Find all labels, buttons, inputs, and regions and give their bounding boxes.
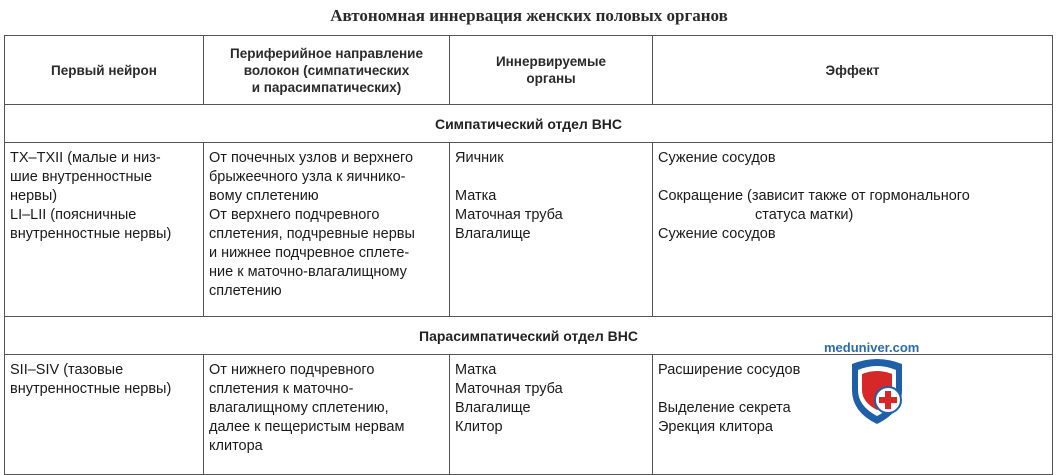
cell-first-neuron	[5, 355, 204, 475]
watermark-text: meduniver.com	[824, 340, 920, 355]
header-organs-line: Иннервируемые	[495, 54, 607, 69]
header-organs-line: органы	[526, 71, 576, 86]
header-first-neuron: Первый нейрон	[5, 36, 204, 105]
header-effect: Эффект	[653, 36, 1053, 105]
cell-line: внутренностные нервы)	[10, 381, 172, 397]
cell-line: сплетения к маточно-	[209, 381, 354, 397]
cell-line: сплетения, подчревные нервы	[209, 226, 415, 242]
cell-line: далее к пещеристым нервам	[209, 419, 405, 435]
header-fiber-direction	[204, 36, 450, 105]
cell-line: TX–TXII (малые и низ-	[10, 150, 161, 166]
cell-line: SII–SIV (тазовые	[10, 362, 124, 378]
cell-line: Сокращение (зависит также от гормонального	[658, 188, 970, 204]
cell-line: влагалищному сплетению,	[209, 400, 389, 416]
cell-line: Влагалище	[455, 226, 531, 242]
section-label-sympathetic: Симпатический отдел ВНС	[5, 105, 1053, 143]
section-row-sympathetic	[5, 105, 1053, 143]
header-fiber-line: Периферийное направление	[230, 45, 423, 61]
cell-line: Эрекция клитора	[658, 419, 773, 435]
cell-line: От верхнего подчревного	[209, 207, 380, 223]
cell-line: внутренностные нервы)	[10, 226, 172, 242]
cell-line: Матка	[455, 362, 497, 378]
cell-line: Сужение сосудов	[658, 226, 776, 242]
cell-line: брыжеечного узла к яичнико-	[209, 169, 406, 185]
section-label-parasympathetic: Парасимпатический отдел ВНС	[5, 317, 1053, 355]
cell-line: От почечных узлов и верхнего	[209, 150, 414, 166]
spacer	[455, 168, 649, 187]
cell-line: Маточная труба	[455, 207, 563, 223]
cell-line: шие внутренностные	[10, 169, 153, 185]
cell-line: статуса матки)	[755, 207, 854, 223]
cell-line: и нижнее подчревное сплете-	[209, 245, 410, 261]
cell-line: Влагалище	[455, 400, 531, 416]
cell-first-neuron	[5, 143, 204, 317]
header-row	[5, 36, 1053, 105]
cell-effect	[653, 143, 1053, 317]
cell-line: клитора	[209, 438, 263, 454]
header-fiber-line: и парасимпатических)	[251, 79, 402, 95]
cell-organs	[450, 355, 653, 475]
cell-line: Сужение сосудов	[658, 150, 776, 166]
cell-line: От нижнего подчревного	[209, 362, 375, 378]
cell-line: ние к маточно-влагалищному	[209, 264, 407, 280]
shield-logo-icon	[848, 356, 906, 426]
cell-line: вому сплетению	[209, 188, 319, 204]
cell-line: сплетению	[209, 283, 282, 299]
cell-line: Матка	[455, 188, 497, 204]
watermark	[824, 340, 934, 355]
spacer	[658, 168, 1049, 187]
cell-organs	[450, 143, 653, 317]
header-fiber-line: волокон (симпатических	[243, 62, 410, 78]
cell-line: Выделение секрета	[658, 400, 791, 416]
cell-fiber-direction	[204, 143, 450, 317]
table-row-sympathetic	[5, 143, 1053, 317]
cell-line: LI–LII (поясничные	[10, 207, 137, 223]
cell-line: нервы)	[10, 188, 58, 204]
cell-line: Расширение сосудов	[658, 362, 801, 378]
cell-line: Яичник	[455, 150, 504, 166]
cell-line: Клитор	[455, 419, 503, 435]
cell-line: Маточная труба	[455, 381, 563, 397]
cell-fiber-direction	[204, 355, 450, 475]
header-organs	[450, 36, 653, 105]
document-title: Автономная иннервация женских половых органов	[330, 6, 728, 25]
